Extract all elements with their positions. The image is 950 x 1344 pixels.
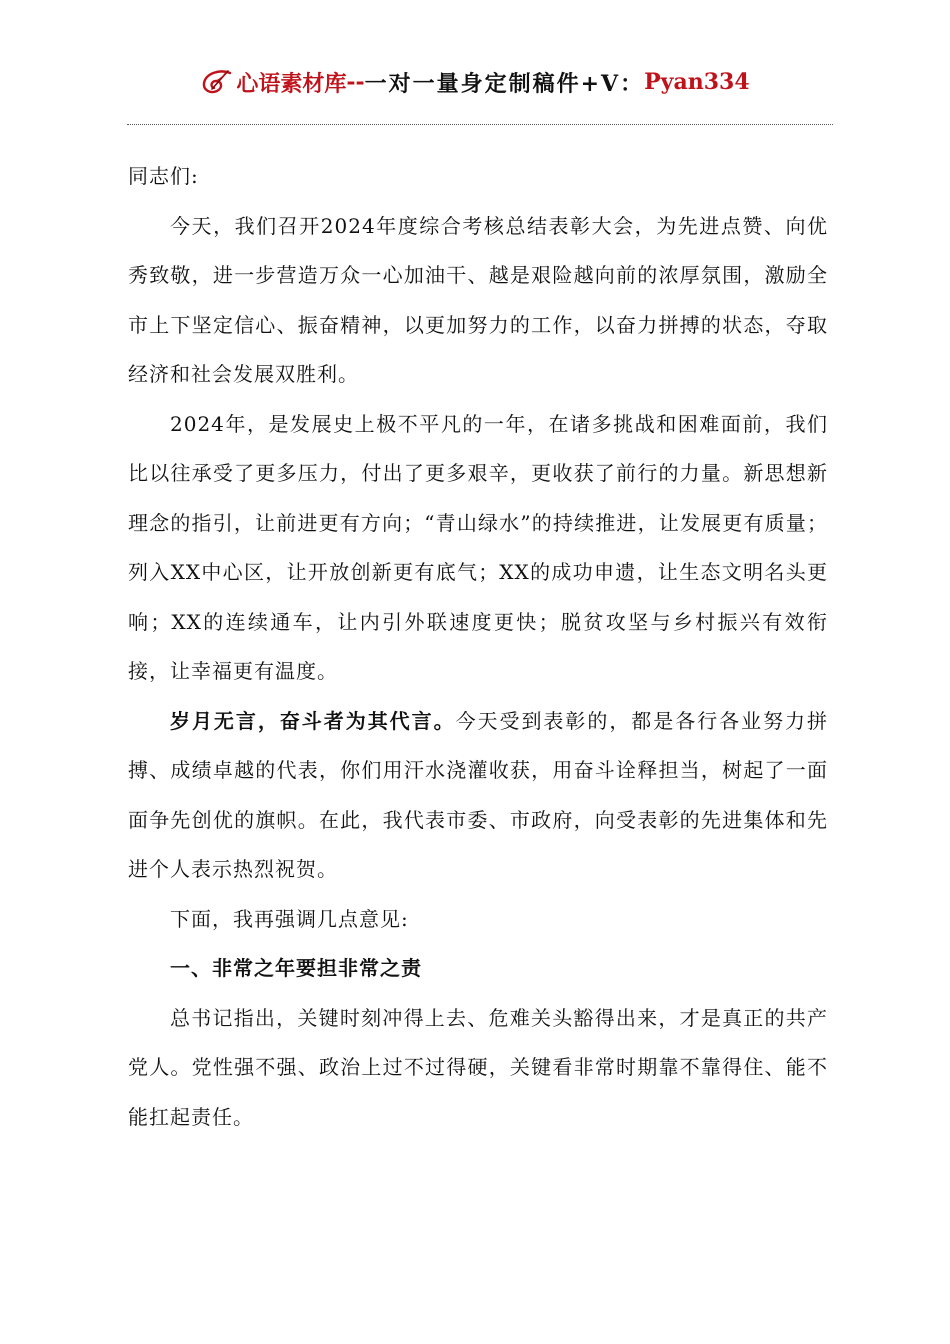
paragraph-5: 总书记指出，关键时刻冲得上去、危难关头豁得出来，才是真正的共产党人。党性强不强、政治上过不过得硬，关键看非常时期靠不靠得住、能不能扛起责任。: [128, 1005, 828, 1129]
header-contact: Pyan334: [644, 69, 750, 95]
paragraph-1: 今天，我们召开2024年度综合考核总结表彰大会，为先进点赞、向优秀致敬，进一步营造万众一心加油干、越是艰险越向前的浓厚氛围，激励全市上下坚定信心、振奋精神，以更加努力的工作，以奋力拼搏的状态，夺取经济和社会发展双胜利。: [128, 213, 828, 386]
section-heading-1: 一、非常之年要担非常之责: [170, 956, 422, 980]
paragraph-3-lead: 岁月无言，奋斗者为其代言。: [170, 708, 456, 733]
document-body: [128, 152, 828, 1142]
paragraph-3: [128, 697, 828, 895]
header-brand: 心语素材库: [236, 70, 347, 97]
document-header: [0, 62, 950, 102]
header-divider: [127, 124, 833, 125]
header-separator: --: [346, 69, 365, 95]
paragraph-3-text: 今天受到表彰的，都是各行各业努力拼搏、成绩卓越的代表，你们用汗水浇灌收获，用奋斗诠释担当，树起了一面面争先创优的旗帜。在此，我代表市委、市政府，向受表彰的先进集体和先进个人表示热烈祝贺。: [128, 708, 829, 881]
salutation: 同志们:: [128, 164, 199, 188]
header-tagline: 一对一量身定制稿件+V：: [364, 70, 645, 97]
feather-swirl-icon: [200, 67, 234, 97]
paragraph-4: 下面，我再强调几点意见:: [170, 906, 409, 931]
paragraph-2: 2024年，是发展史上极不平凡的一年，在诸多挑战和困难面前，我们比以往承受了更多压力，付出了更多艰辛，更收获了前行的力量。新思想新理念的指引，让前进更有方向；“青山绿水”的持续推进，让发展更有质量；列入XX中心区，让开放创新更有底气；XX的成功申遗，让生态文明名头更响；XX的连续通车，让内引外联速度更快；脱贫攻坚与乡村振兴有效衔接，让幸福更有温度。: [128, 411, 828, 683]
